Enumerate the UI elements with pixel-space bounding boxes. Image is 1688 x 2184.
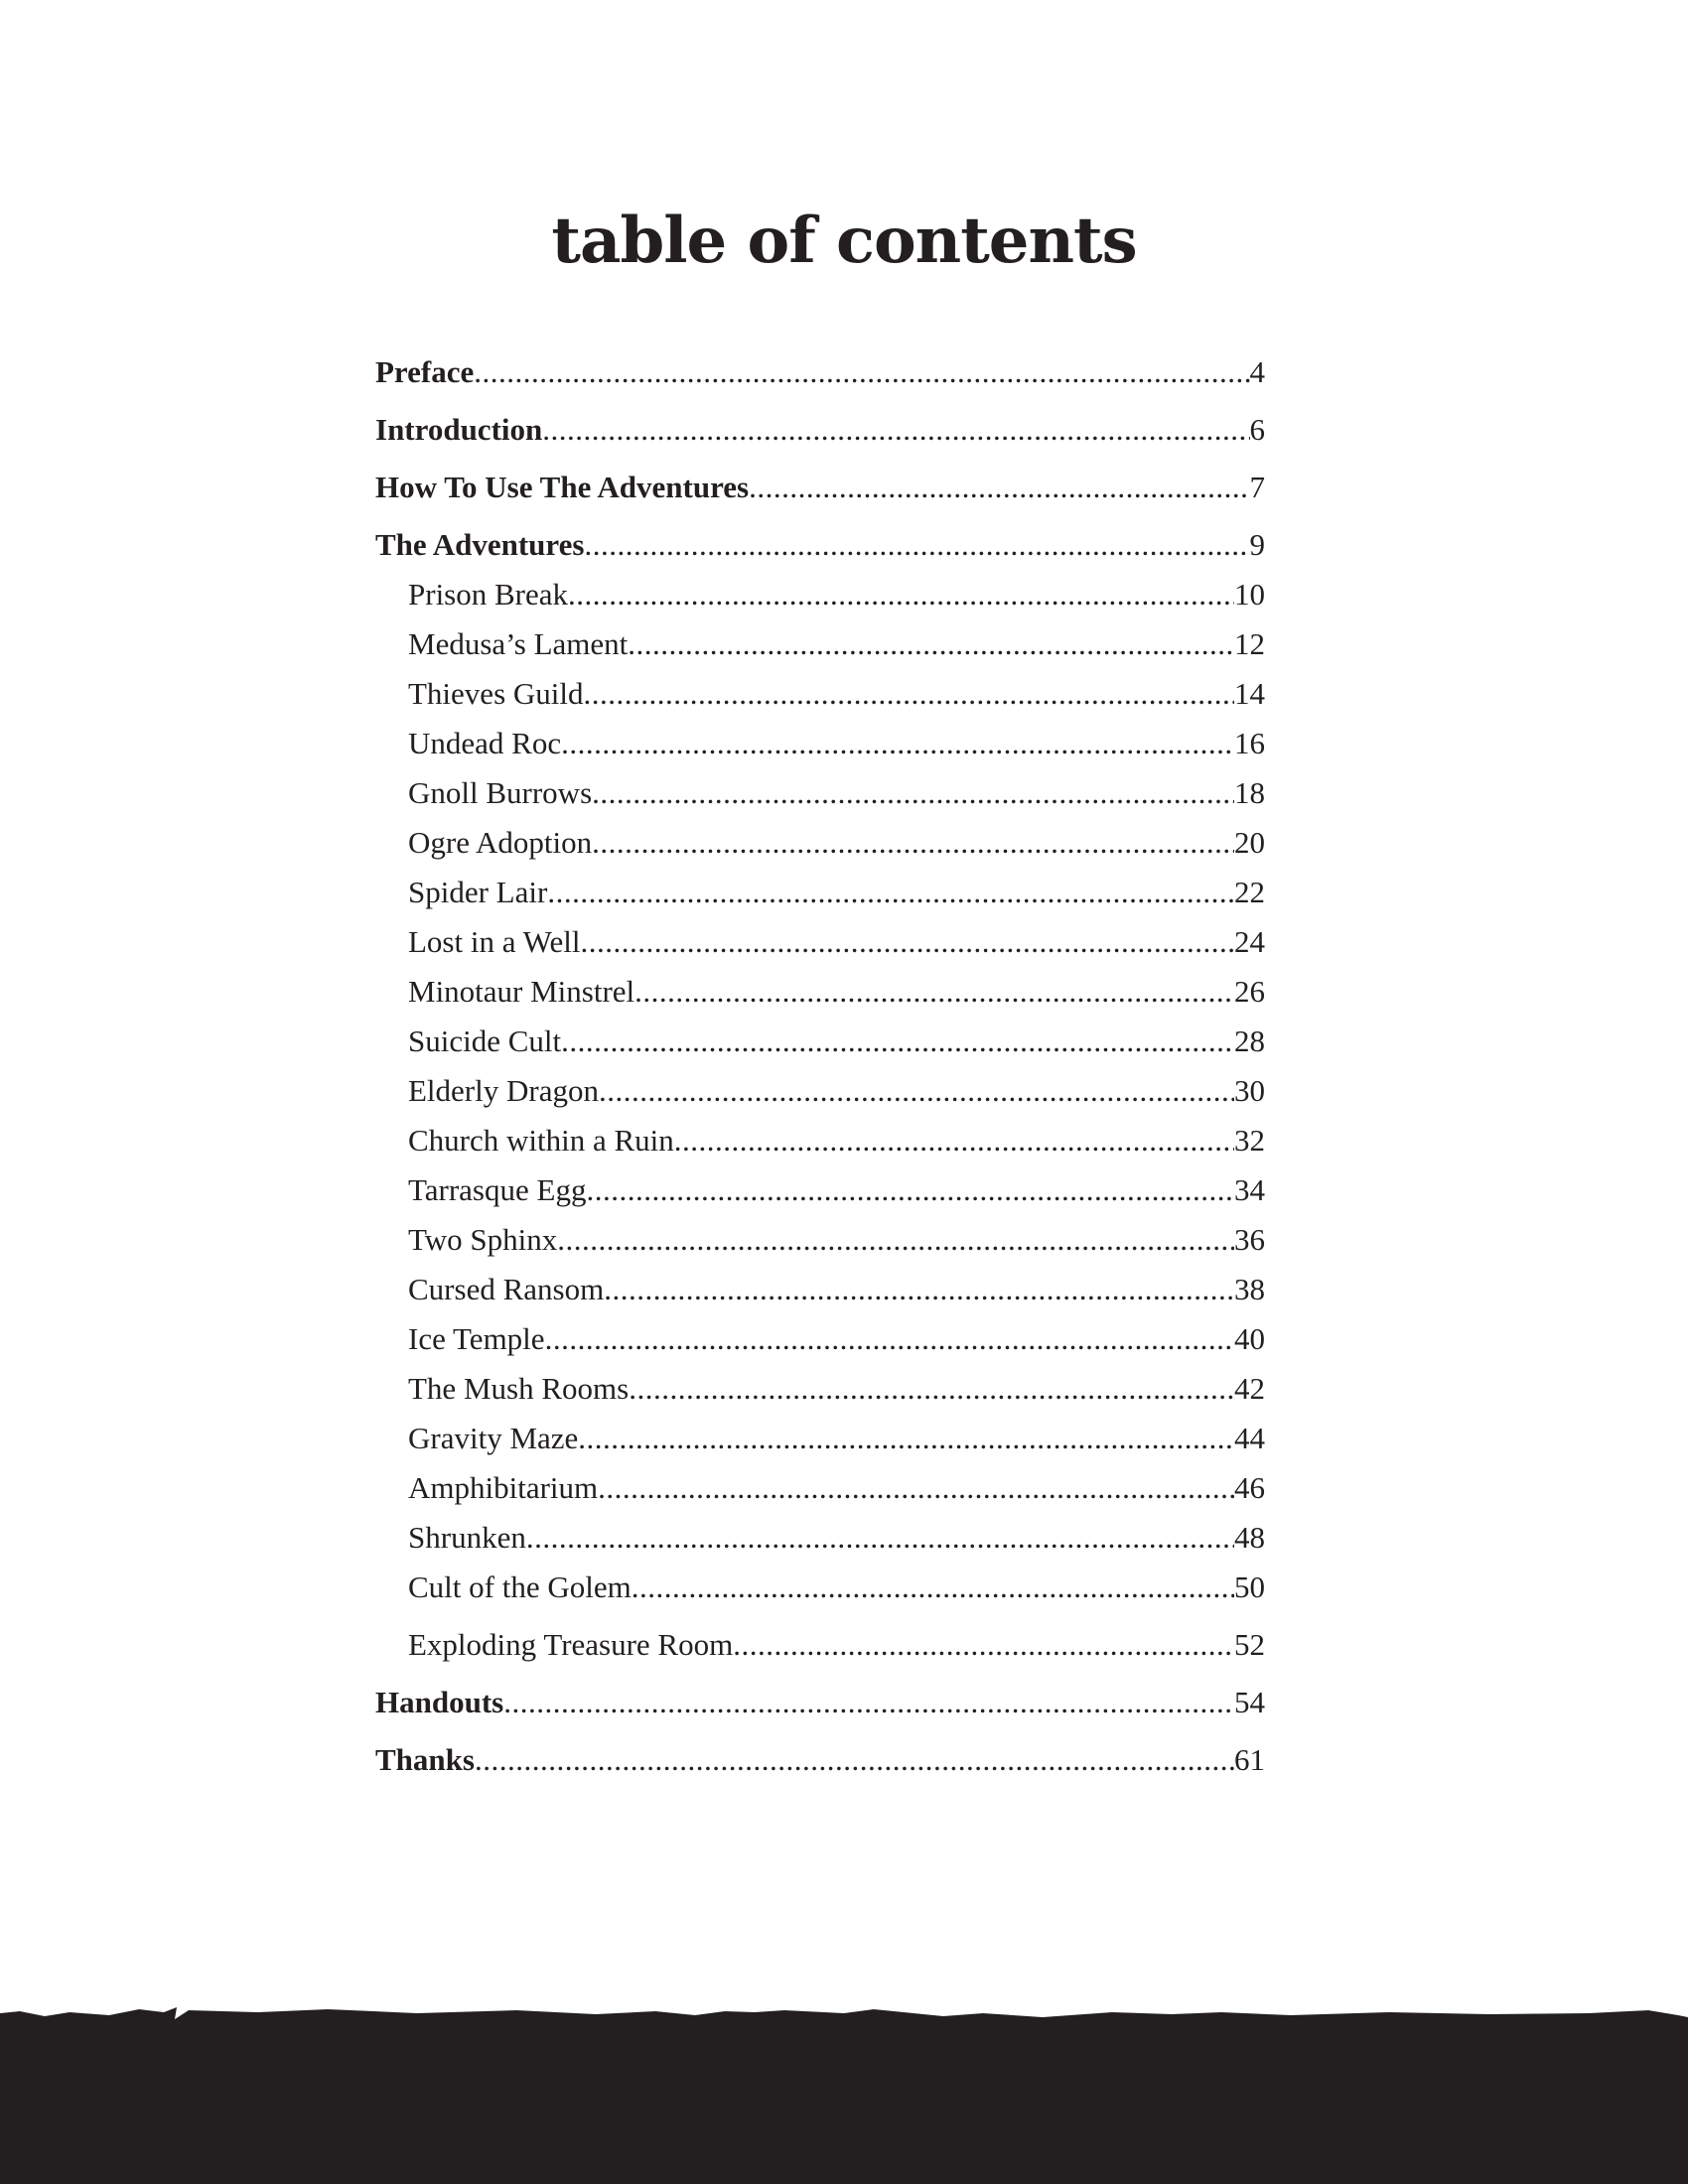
toc-entry-title: Ice Temple bbox=[408, 1321, 545, 1356]
toc-entry-title: Thanks bbox=[375, 1742, 475, 1777]
toc-subsection-entry bbox=[375, 1626, 1265, 1676]
toc-page-number: 48 bbox=[1234, 1520, 1265, 1555]
toc-page-number: 50 bbox=[1234, 1570, 1265, 1604]
toc-section-entry bbox=[375, 1684, 1265, 1741]
toc-entry-title: Spider Lair bbox=[408, 875, 548, 909]
toc-subsection-entry bbox=[375, 1122, 1265, 1171]
toc-dot-leader bbox=[542, 411, 1249, 450]
toc-dot-leader bbox=[733, 1626, 1234, 1665]
toc-entry-title: Elderly Dragon bbox=[408, 1073, 599, 1108]
torn-edge-footer-band bbox=[0, 1985, 1688, 2184]
toc-entry-title: Ogre Adoption bbox=[408, 825, 593, 860]
toc-dot-leader bbox=[598, 1469, 1234, 1508]
toc-dot-leader bbox=[584, 675, 1235, 714]
toc-dot-leader bbox=[629, 1370, 1234, 1409]
toc-entry-title: Lost in a Well bbox=[408, 924, 581, 959]
toc-page-number: 36 bbox=[1234, 1222, 1265, 1257]
toc-section-entry bbox=[375, 353, 1265, 411]
toc-dot-leader bbox=[628, 625, 1234, 664]
toc-page-number: 30 bbox=[1234, 1073, 1265, 1108]
toc-dot-leader bbox=[604, 1271, 1234, 1309]
toc-page-number: 54 bbox=[1234, 1685, 1265, 1719]
toc-dot-leader bbox=[632, 1569, 1234, 1607]
toc-entry-title: Undead Roc bbox=[408, 726, 562, 760]
toc-page-number: 10 bbox=[1234, 577, 1265, 612]
toc-section-entry bbox=[375, 469, 1265, 526]
toc-subsection-entry bbox=[375, 774, 1265, 824]
toc-entry-title: Handouts bbox=[375, 1685, 504, 1719]
toc-entry-title: The Mush Rooms bbox=[408, 1371, 630, 1406]
toc-subsection-entry bbox=[375, 1221, 1265, 1271]
toc-entry-title: Prison Break bbox=[408, 577, 569, 612]
toc-dot-leader bbox=[586, 1171, 1234, 1210]
toc-dot-leader bbox=[592, 824, 1234, 863]
toc-dot-leader bbox=[599, 1072, 1234, 1111]
toc-page-number: 4 bbox=[1249, 354, 1265, 389]
toc-entry-title: Church within a Ruin bbox=[408, 1123, 674, 1158]
toc-entry-title: Cursed Ransom bbox=[408, 1272, 605, 1306]
toc-page-number: 14 bbox=[1234, 676, 1265, 711]
toc-subsection-entry bbox=[375, 725, 1265, 774]
toc-page-number: 61 bbox=[1234, 1742, 1265, 1777]
toc-subsection-entry bbox=[375, 923, 1265, 973]
toc-page-number: 42 bbox=[1234, 1371, 1265, 1406]
toc-subsection-entry bbox=[375, 576, 1265, 625]
toc-subsection-entry bbox=[375, 1271, 1265, 1320]
toc-dot-leader bbox=[475, 1741, 1234, 1780]
toc-page-number: 7 bbox=[1249, 470, 1265, 504]
toc-entry-title: Gravity Maze bbox=[408, 1421, 579, 1455]
toc-entry-title: Amphibitarium bbox=[408, 1470, 599, 1505]
toc-page-number: 32 bbox=[1234, 1123, 1265, 1158]
toc-subsection-entry bbox=[375, 1171, 1265, 1221]
toc-dot-leader bbox=[561, 725, 1234, 763]
page-title: table of contents bbox=[551, 204, 1137, 278]
toc-section-entry bbox=[375, 411, 1265, 469]
toc-subsection-entry bbox=[375, 675, 1265, 725]
toc-entry-title: Cult of the Golem bbox=[408, 1570, 632, 1604]
toc-subsection-entry bbox=[375, 625, 1265, 675]
toc-dot-leader bbox=[547, 874, 1234, 912]
toc-page-number: 9 bbox=[1249, 527, 1265, 562]
toc-entry-title: How To Use The Adventures bbox=[375, 470, 750, 504]
toc-dot-leader bbox=[561, 1023, 1234, 1061]
toc-dot-leader bbox=[568, 576, 1234, 614]
table-of-contents bbox=[375, 353, 1265, 1799]
toc-dot-leader bbox=[545, 1320, 1234, 1359]
toc-subsection-entry bbox=[375, 1420, 1265, 1469]
toc-dot-leader bbox=[634, 973, 1234, 1012]
toc-dot-leader bbox=[526, 1519, 1234, 1558]
toc-subsection-entry bbox=[375, 824, 1265, 874]
toc-dot-leader bbox=[749, 469, 1249, 507]
toc-dot-leader bbox=[557, 1221, 1234, 1260]
toc-dot-leader bbox=[674, 1122, 1234, 1160]
toc-subsection-entry bbox=[375, 874, 1265, 923]
toc-page-number: 38 bbox=[1234, 1272, 1265, 1306]
toc-page-number: 6 bbox=[1249, 412, 1265, 447]
toc-entry-title: Suicide Cult bbox=[408, 1024, 562, 1058]
toc-page-number: 26 bbox=[1234, 974, 1265, 1009]
toc-subsection-entry bbox=[375, 1469, 1265, 1519]
toc-page-number: 16 bbox=[1234, 726, 1265, 760]
toc-entry-title: Gnoll Burrows bbox=[408, 775, 593, 810]
toc-section-entry bbox=[375, 1741, 1265, 1799]
toc-entry-title: Preface bbox=[375, 354, 475, 389]
toc-subsection-entry bbox=[375, 1519, 1265, 1569]
toc-page-number: 24 bbox=[1234, 924, 1265, 959]
toc-entry-title: Shrunken bbox=[408, 1520, 526, 1555]
toc-subsection-entry bbox=[375, 1320, 1265, 1370]
toc-page-number: 34 bbox=[1234, 1172, 1265, 1207]
toc-page-number: 20 bbox=[1234, 825, 1265, 860]
toc-page-number: 12 bbox=[1234, 626, 1265, 661]
toc-page-number: 22 bbox=[1234, 875, 1265, 909]
toc-dot-leader bbox=[580, 923, 1234, 962]
toc-page-number: 44 bbox=[1234, 1421, 1265, 1455]
toc-entry-title: The Adventures bbox=[375, 527, 585, 562]
toc-subsection-entry bbox=[375, 1569, 1265, 1618]
toc-page-number: 40 bbox=[1234, 1321, 1265, 1356]
toc-dot-leader bbox=[592, 774, 1234, 813]
toc-dot-leader bbox=[578, 1420, 1234, 1458]
toc-page-number: 46 bbox=[1234, 1470, 1265, 1505]
toc-subsection-entry bbox=[375, 1023, 1265, 1072]
toc-entry-title: Introduction bbox=[375, 412, 543, 447]
toc-page-number: 28 bbox=[1234, 1024, 1265, 1058]
toc-entry-title: Exploding Treasure Room bbox=[408, 1627, 734, 1662]
toc-page-number: 18 bbox=[1234, 775, 1265, 810]
toc-entry-title: Tarrasque Egg bbox=[408, 1172, 587, 1207]
toc-entry-title: Medusa’s Lament bbox=[408, 626, 629, 661]
toc-dot-leader bbox=[584, 526, 1249, 565]
toc-subsection-entry bbox=[375, 1370, 1265, 1420]
toc-page-number: 52 bbox=[1234, 1627, 1265, 1662]
toc-dot-leader bbox=[503, 1684, 1234, 1722]
toc-subsection-entry bbox=[375, 973, 1265, 1023]
toc-subsection-entry bbox=[375, 1072, 1265, 1122]
toc-entry-title: Thieves Guild bbox=[408, 676, 584, 711]
toc-entry-title: Minotaur Minstrel bbox=[408, 974, 635, 1009]
toc-dot-leader bbox=[474, 353, 1249, 392]
toc-entry-title: Two Sphinx bbox=[408, 1222, 558, 1257]
